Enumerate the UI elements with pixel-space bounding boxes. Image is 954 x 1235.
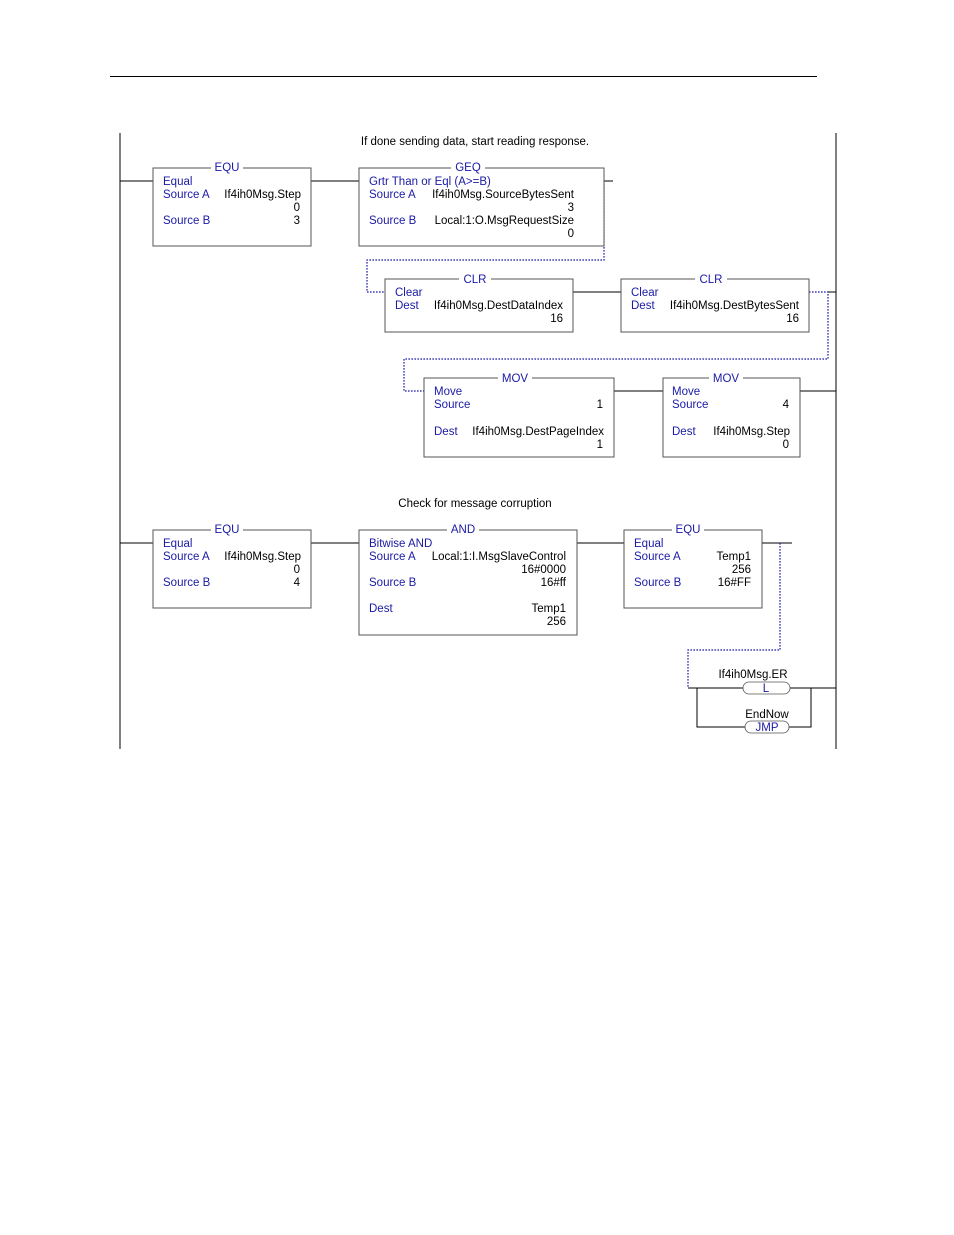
source-a-label: Source A: [163, 551, 210, 563]
source-label: Source: [672, 399, 709, 411]
source-b-label: Source B: [163, 577, 211, 589]
instruction-mnemonic: MOV: [712, 373, 740, 385]
wire: [789, 688, 811, 727]
source-a-tag: If4ih0Msg.SourceBytesSent: [432, 189, 574, 201]
clr-instruction[interactable]: [621, 272, 809, 332]
instruction-name: Clear: [631, 287, 659, 299]
source-a-label: Source A: [163, 189, 210, 201]
instruction-name: Move: [672, 386, 701, 398]
instruction-mnemonic: AND: [450, 524, 476, 536]
instruction-mnemonic: EQU: [675, 524, 701, 536]
source-value: 1: [596, 399, 603, 411]
instruction-mnemonic: CLR: [463, 274, 487, 286]
source-value: 4: [782, 399, 789, 411]
equ-instruction[interactable]: [153, 161, 311, 246]
instruction-name: Equal: [163, 538, 193, 550]
source-b-tag: Local:1:O.MsgRequestSize: [434, 215, 574, 227]
dest-label: Dest: [395, 300, 419, 312]
source-b-label: Source B: [163, 215, 211, 227]
rung-comment: If done sending data, start reading response.: [360, 136, 590, 148]
mov-instruction[interactable]: [424, 371, 614, 457]
instruction-mnemonic: GEQ: [455, 162, 481, 174]
wire: [697, 688, 745, 727]
clr-instruction[interactable]: [385, 272, 573, 332]
dest-tag: If4ih0Msg.Step: [713, 426, 790, 438]
source-b-value: 4: [293, 577, 300, 589]
equ-instruction[interactable]: [153, 523, 311, 608]
latch-output-coil[interactable]: [718, 669, 790, 695]
rung-1: [120, 136, 836, 457]
source-a-tag: If4ih0Msg.Step: [224, 551, 301, 563]
rung-comment: Check for message corruption: [398, 498, 552, 510]
instruction-name: Move: [434, 386, 463, 398]
equ-instruction[interactable]: [624, 523, 762, 608]
source-b-label: Source B: [634, 577, 682, 589]
dest-tag: If4ih0Msg.DestDataIndex: [433, 300, 563, 312]
jump-text: JMP: [755, 722, 779, 734]
jump-output-coil[interactable]: [745, 709, 789, 734]
source-a-tag: If4ih0Msg.Step: [224, 189, 301, 201]
instruction-name: Bitwise AND: [369, 538, 433, 550]
instruction-name: Clear: [395, 287, 423, 299]
coil-label: L: [762, 683, 770, 695]
source-b-value: 16#ff: [540, 577, 566, 589]
source-b-value: 0: [567, 228, 574, 240]
instruction-mnemonic: MOV: [501, 373, 529, 385]
and-instruction[interactable]: [359, 523, 577, 635]
dest-label: Dest: [434, 426, 458, 438]
instruction-name: Equal: [634, 538, 664, 550]
source-b-label: Source B: [369, 577, 417, 589]
source-a-value: 0: [293, 564, 300, 576]
dest-value: 16: [786, 313, 799, 325]
instruction-name: Grtr Than or Eql (A>=B): [369, 176, 491, 188]
dest-label: Dest: [631, 300, 655, 312]
source-a-value: 3: [567, 202, 574, 214]
source-a-label: Source A: [369, 189, 416, 201]
source-a-label: Source A: [369, 551, 416, 563]
coil-tag: If4ih0Msg.ER: [718, 669, 788, 681]
dest-label: Dest: [369, 603, 393, 615]
source-a-tag: Local:1:I.MsgSlaveControl: [431, 551, 566, 563]
source-a-tag: Temp1: [716, 551, 751, 563]
jump-label-tag: EndNow: [745, 709, 789, 721]
instruction-mnemonic: EQU: [214, 162, 240, 174]
source-a-value: 16#0000: [521, 564, 566, 576]
instruction-mnemonic: EQU: [214, 524, 240, 536]
source-b-value: 3: [293, 215, 300, 227]
source-a-value: 256: [731, 564, 751, 576]
dest-value: 1: [596, 439, 603, 451]
mov-instruction[interactable]: [663, 371, 800, 457]
dest-tag: If4ih0Msg.DestBytesSent: [669, 300, 799, 312]
source-b-label: Source B: [369, 215, 417, 227]
instruction-name: Equal: [163, 176, 193, 188]
dest-tag: Temp1: [531, 603, 566, 615]
instruction-mnemonic: CLR: [699, 274, 723, 286]
geq-instruction[interactable]: [359, 161, 604, 246]
source-a-label: Source A: [634, 551, 681, 563]
dest-value: 0: [782, 439, 789, 451]
rung-2: [120, 498, 836, 734]
source-label: Source: [434, 399, 471, 411]
dest-label: Dest: [672, 426, 696, 438]
dest-value: 256: [546, 616, 566, 628]
source-b-value: 16#FF: [717, 577, 751, 589]
dest-tag: If4ih0Msg.DestPageIndex: [472, 426, 604, 438]
dest-value: 16: [550, 313, 563, 325]
source-a-value: 0: [293, 202, 300, 214]
